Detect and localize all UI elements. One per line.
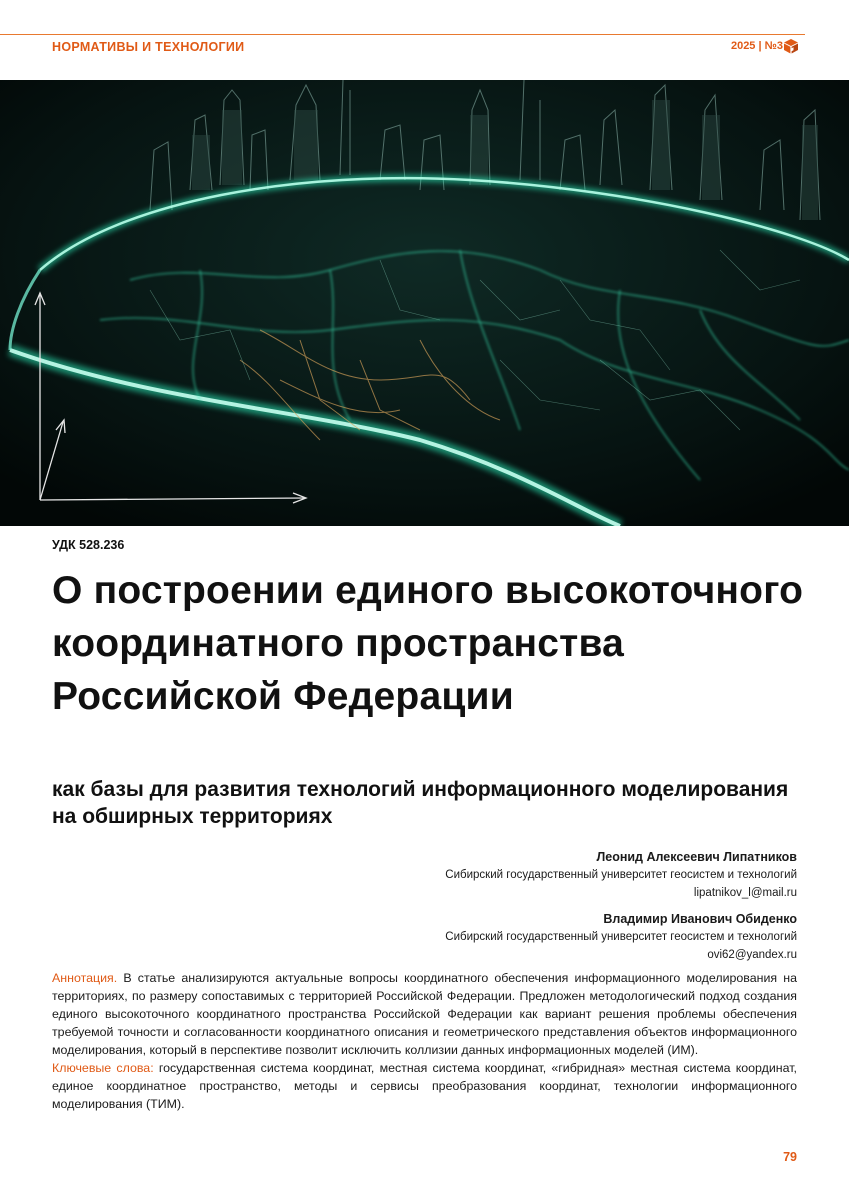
keywords-paragraph xyxy=(52,1059,797,1113)
abstract-block xyxy=(52,969,797,1113)
glowing-3d-city-map-image xyxy=(0,80,849,526)
author-block xyxy=(445,911,797,964)
abstract-label: Аннотация. xyxy=(52,971,118,985)
author-affiliation: Сибирский государственный университет геосистем и технологий xyxy=(445,931,797,943)
abstract-paragraph xyxy=(52,969,797,1059)
issue-number: 2025 | №3 xyxy=(730,40,783,52)
page-number: 79 xyxy=(783,1150,797,1164)
author-block xyxy=(445,849,797,902)
article-subtitle: как базы для развития технологий информационного моделирования на обширных территориях xyxy=(52,778,789,828)
section-title: НОРМАТИВЫ И ТЕХНОЛОГИИ xyxy=(52,40,245,54)
author-email[interactable]: lipatnikov_l@mail.ru xyxy=(693,887,797,899)
keywords-label: Ключевые слова: xyxy=(52,1061,154,1075)
author-email[interactable]: ovi62@yandex.ru xyxy=(707,949,797,961)
author-name: Владимир Иванович Обиденко xyxy=(603,912,797,926)
abstract-text: В статье анализируются актуальные вопросы координатного обеспечения информационного моделирования на территориях, по размеру сопоставимых с территорией Российской Федерации. Предложен методологический подход создания единого высокоточного координатного пространства Российской Федерации как вариант решения проблемы обеспечения требуемой точности и согласованности координатного описания и геометрического представления объектов информационного моделирования, который в перспективе позволит исключить коллизии данных информационных моделей (ИМ). xyxy=(52,971,797,1057)
article-title: О построении единого высокоточного координатного пространства Российской Федерации xyxy=(52,569,804,718)
cube-logo-icon xyxy=(783,38,799,54)
author-name: Леонид Алексеевич Липатников xyxy=(596,850,797,864)
keywords-text: государственная система координат, местная система координат, «гибридная» местная система координат, единое координатное пространство, методы и сервисы преобразования координат, технологии информационного моделирования (ТИМ). xyxy=(52,1061,797,1111)
udk-code: УДК 528.236 xyxy=(52,538,125,552)
header-rule xyxy=(0,34,805,35)
hero-city-map-image xyxy=(0,80,849,526)
author-affiliation: Сибирский государственный университет геосистем и технологий xyxy=(445,869,797,881)
